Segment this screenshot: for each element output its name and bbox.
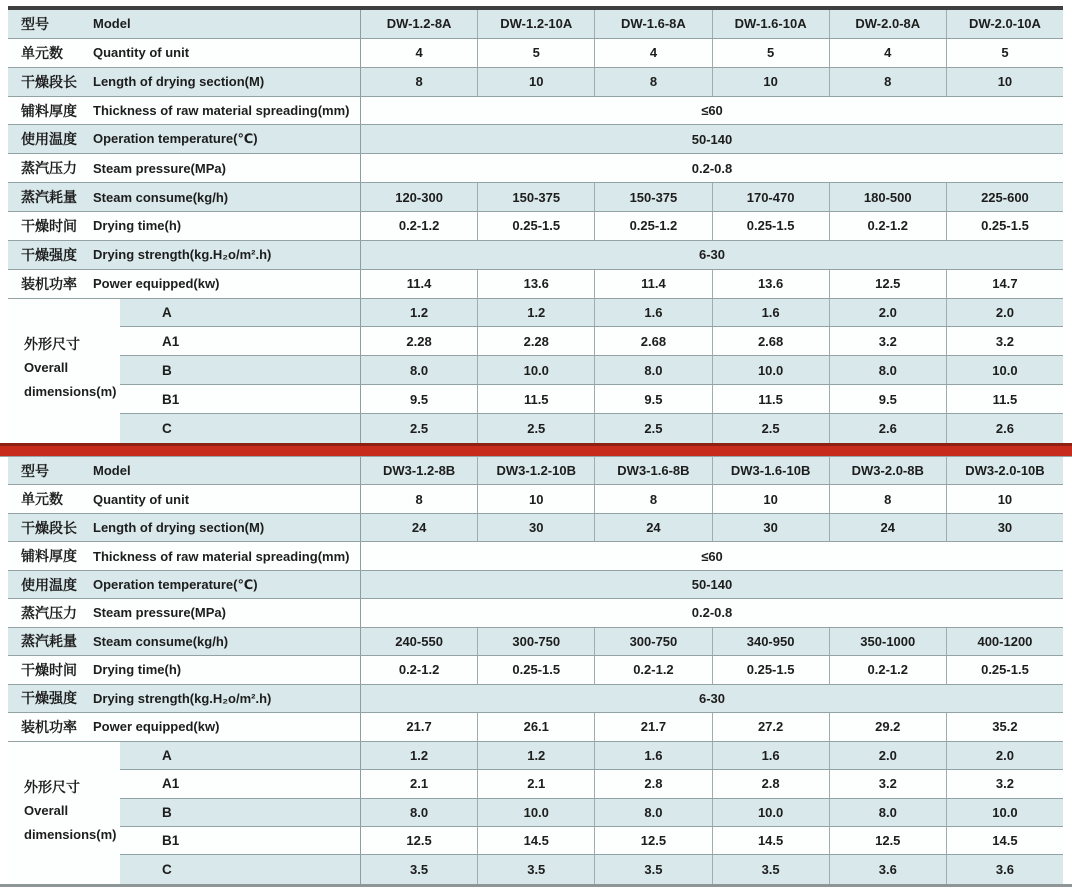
spec-row [8,212,1063,241]
value-cell: 3.2 [946,770,1063,797]
dimensions-group-label [8,742,120,884]
row-label-en: Steam consume(kg/h) [93,633,229,649]
value-cells [360,855,1063,883]
row-label-en: Steam consume(kg/h) [93,189,229,205]
value-cell: 8.0 [829,799,946,826]
value-cell: 2.0 [829,742,946,769]
value-cell: 2.8 [712,770,829,797]
value-cell: 0.25-1.2 [594,212,711,240]
value-cell: 5 [477,39,594,67]
dimension-rows [120,299,1063,443]
value-cell: 8 [829,68,946,96]
dimension-row [120,299,1063,328]
spec-table-section-a [8,10,1063,443]
value-cells [360,827,1063,854]
dimension-letter-cell: B1 [162,833,180,849]
row-label [8,713,360,740]
value-cell: 1.6 [712,299,829,327]
value-cell: 11.5 [477,385,594,413]
value-cells [360,628,1063,655]
value-cell: 3.5 [477,855,594,883]
dimension-letter-cell: B1 [162,391,180,407]
value-cell: 0.25-1.5 [477,656,594,683]
merged-value-cell: ≤60 [360,542,1063,569]
value-cell: 8 [415,74,423,90]
dimension-row [120,770,1063,798]
model-name-cell: DW-2.0-10A [946,10,1063,38]
row-label-zh: 铺料厚度 [21,548,77,565]
value-cell: 14.5 [946,827,1063,854]
row-label [8,125,360,153]
value-cell: 10 [946,485,1063,512]
value-cells [360,457,1063,484]
row-label-en: Thickness of raw material spreading(mm) [93,103,350,118]
row-label-en: Drying time(h) [93,662,182,678]
value-cell: 10.0 [477,799,594,826]
value-cells [360,270,1063,298]
row-label [8,485,360,512]
section-divider-red-bar [0,443,1072,457]
value-cell: 29.2 [829,713,946,740]
value-cell: 14.7 [946,270,1063,298]
value-cell: 24 [594,514,711,541]
value-cells [360,713,1063,740]
value-cell: 10 [712,485,829,512]
value-cell: 1.2 [477,299,594,327]
spec-row [8,599,1063,627]
spec-row [8,713,1063,741]
dimension-row [120,356,1063,385]
value-cell: 0.2-1.2 [829,212,946,240]
value-cell: 9.5 [594,385,711,413]
row-label [8,154,360,182]
value-cell: 300-750 [594,628,711,655]
value-cell: 27.2 [712,713,829,740]
row-label-zh: 干燥段长 [21,519,77,536]
row-label-en: Drying time(h) [93,218,182,234]
row-label-en: Model [93,16,131,32]
value-cell: 0.2-1.2 [829,656,946,683]
value-cell: 30 [477,514,594,541]
value-cell: 2.0 [829,299,946,327]
value-cells [360,183,1063,211]
value-cell: 8.0 [594,356,711,384]
spec-row [8,685,1063,713]
dimension-row [120,414,1063,443]
model-name-cell: DW3-2.0-8B [829,457,946,484]
dimensions-block [8,742,1063,884]
row-label [8,10,360,38]
value-cell: 1.6 [594,742,711,769]
row-label-zh: 干燥强度 [21,246,77,263]
model-name-cell: DW-1.6-8A [594,10,711,38]
row-label-en: Operation temperature(℃) [93,576,258,592]
value-cell: 26.1 [477,713,594,740]
row-label [8,212,360,240]
value-cell: 400-1200 [946,628,1063,655]
spec-row [8,485,1063,513]
value-cells [360,656,1063,683]
value-cell: 2.68 [712,327,829,355]
row-label [8,39,360,67]
row-label-zh: 干燥强度 [21,690,77,707]
value-cell: 5 [712,39,829,67]
dimensions-block [8,299,1063,443]
dimension-row [120,385,1063,414]
merged-value-cell: 6-30 [360,685,1063,712]
value-cell: 1.6 [594,299,711,327]
row-label-zh: 铺料厚度 [21,102,77,119]
value-cells [360,485,1063,512]
value-cell: 0.2-1.2 [398,218,440,234]
dimension-letter-cell: A [162,747,172,763]
row-label [8,68,360,96]
dimension-letter-cell: A1 [162,333,180,349]
dimension-row [120,799,1063,827]
value-cell: 30 [946,514,1063,541]
value-cell: 2.0 [946,299,1063,327]
value-cell: 120-300 [395,189,443,205]
value-cell: 2.1 [410,776,429,792]
row-label-en: Quantity of unit [93,491,190,507]
value-cell: 2.5 [594,414,711,443]
row-label-zh: 装机功率 [21,275,77,292]
value-cell: 3.6 [946,855,1063,883]
spec-row [8,154,1063,183]
value-cell: 24 [411,520,427,536]
value-cell: 1.2 [477,742,594,769]
dimension-rows [120,742,1063,884]
row-label [8,514,360,541]
value-cells [360,770,1063,797]
dimension-row [120,327,1063,356]
spec-row [8,628,1063,656]
merged-value-cell: 50-140 [360,125,1063,153]
value-cell: 13.6 [712,270,829,298]
value-cell: 9.5 [410,391,429,407]
value-cells [360,299,1063,327]
row-label-zh: 蒸汽耗量 [21,633,77,650]
value-cell: 3.2 [946,327,1063,355]
row-label-en: Power equipped(kw) [93,276,220,292]
model-name-cell: DW3-1.6-10B [712,457,829,484]
value-cell: 12.5 [594,827,711,854]
value-cell: 150-375 [594,183,711,211]
value-cell: 11.5 [712,385,829,413]
value-cell: 8 [829,485,946,512]
dimension-letter-cell: A [162,305,172,321]
value-cell: 10.0 [946,799,1063,826]
model-name-cell: DW3-2.0-10B [946,457,1063,484]
value-cell: 10.0 [946,356,1063,384]
value-cell: 10 [477,68,594,96]
row-label-zh: 蒸汽压力 [21,160,77,177]
model-name-cell: DW3-1.2-10B [477,457,594,484]
value-cell: 0.25-1.5 [946,656,1063,683]
row-label-en: Quantity of unit [93,45,190,61]
value-cell: 8.0 [594,799,711,826]
row-label-zh: 蒸汽压力 [21,604,77,621]
row-label-zh: 型号 [21,462,49,479]
value-cell: 0.25-1.5 [946,212,1063,240]
value-cell: 2.68 [594,327,711,355]
value-cells [360,327,1063,355]
value-cell: 2.0 [946,742,1063,769]
model-name-cell: DW-1.2-8A [386,16,452,32]
value-cell: 4 [594,39,711,67]
merged-value-cell: 0.2-0.8 [360,599,1063,626]
dimensions-label-en-line2: dimensions(m) [24,826,117,842]
row-label-zh: 干燥段长 [21,73,77,90]
dimensions-group-label [8,299,120,443]
spec-row [8,656,1063,684]
value-cell: 1.6 [712,742,829,769]
merged-value-cell: 0.2-0.8 [360,154,1063,182]
value-cell: 2.6 [946,414,1063,443]
row-label-zh: 型号 [21,15,49,32]
value-cell: 2.28 [477,327,594,355]
spec-row [8,97,1063,126]
value-cells [360,799,1063,826]
spec-row [8,542,1063,570]
row-label-en: Thickness of raw material spreading(mm) [93,548,350,564]
row-label-en: Model [93,463,131,479]
dimensions-label-en-line1: Overall [24,803,69,819]
row-label [8,183,360,211]
value-cell: 3.5 [594,855,711,883]
value-cell: 11.4 [594,270,711,298]
value-cell: 13.6 [477,270,594,298]
value-cell: 2.5 [477,414,594,443]
model-name-cell: DW-1.2-10A [477,10,594,38]
dimension-row [120,742,1063,770]
model-row [8,10,1063,39]
model-row [8,457,1063,485]
value-cell: 11.4 [406,276,432,292]
row-label-zh: 干燥时间 [21,661,77,678]
row-label [8,270,360,298]
spec-row [8,183,1063,212]
value-cells [360,742,1063,769]
row-label-zh: 单元数 [21,491,63,508]
value-cell: 30 [712,514,829,541]
value-cell: 0.25-1.5 [712,656,829,683]
value-cell: 8 [594,68,711,96]
row-label [8,656,360,683]
value-cell: 8.0 [829,356,946,384]
spec-row [8,68,1063,97]
table-bottom-border [0,884,1072,887]
value-cell: 2.5 [712,414,829,443]
value-cell: 21.7 [406,719,432,735]
model-name-cell: DW3-1.6-8B [594,457,711,484]
value-cell: 14.5 [477,827,594,854]
value-cells [360,414,1063,443]
value-cell: 8 [415,491,423,507]
value-cell: 10.0 [712,356,829,384]
row-label-en: Drying strength(kg.H₂o/m².h) [93,247,272,263]
dimension-row [120,855,1063,883]
row-label-zh: 使用温度 [21,131,77,148]
row-label-zh: 使用温度 [21,576,77,593]
row-label-en: Length of drying section(M) [93,74,265,90]
dimension-letter-cell: C [162,420,172,436]
value-cell: 8.0 [410,362,429,378]
value-cell: 300-750 [477,628,594,655]
value-cell: 1.2 [410,305,429,321]
value-cell: 8.0 [410,804,429,820]
row-label [8,571,360,598]
value-cell: 2.6 [829,414,946,443]
value-cell: 150-375 [477,183,594,211]
model-name-cell: DW-1.6-10A [712,10,829,38]
row-label [8,97,360,125]
value-cell: 12.5 [829,827,946,854]
value-cell: 24 [829,514,946,541]
dimensions-label-zh: 外形尺寸 [24,778,80,795]
value-cell: 5 [946,39,1063,67]
merged-value-cell: ≤60 [360,97,1063,125]
value-cells [360,68,1063,96]
dimensions-label-zh: 外形尺寸 [24,335,80,352]
row-label [8,599,360,626]
row-label [8,542,360,569]
value-cell: 225-600 [946,183,1063,211]
merged-value-cell: 50-140 [360,571,1063,598]
row-label-en: Steam pressure(MPa) [93,605,226,621]
value-cells [360,514,1063,541]
row-label-en: Drying strength(kg.H₂o/m².h) [93,690,272,706]
value-cell: 4 [415,45,423,61]
spec-row [8,270,1063,299]
value-cell: 3.5 [712,855,829,883]
model-name-cell: DW3-1.2-8B [382,463,456,479]
value-cell: 2.1 [477,770,594,797]
value-cell: 0.2-1.2 [398,662,440,678]
spec-table-section-b [8,457,1063,884]
row-label-zh: 装机功率 [21,718,77,735]
value-cell: 340-950 [712,628,829,655]
row-label [8,457,360,484]
row-label-en: Operation temperature(℃) [93,131,258,147]
row-label-en: Steam pressure(MPa) [93,160,226,176]
value-cell: 10 [477,485,594,512]
model-name-cell: DW-2.0-8A [829,10,946,38]
value-cell: 0.25-1.5 [712,212,829,240]
row-label [8,241,360,269]
value-cells [360,212,1063,240]
spec-row [8,571,1063,599]
value-cell: 3.5 [410,862,429,878]
value-cells [360,39,1063,67]
value-cell: 14.5 [712,827,829,854]
dimension-row [120,827,1063,855]
spec-row [8,241,1063,270]
row-label-zh: 单元数 [21,44,63,61]
value-cell: 1.2 [410,747,429,763]
value-cell: 240-550 [395,633,443,649]
value-cell: 4 [829,39,946,67]
value-cells [360,10,1063,38]
spec-row [8,514,1063,542]
spec-row [8,125,1063,154]
value-cell: 11.5 [946,385,1063,413]
value-cell: 2.28 [406,333,432,349]
spec-row [8,39,1063,68]
row-label-en: Length of drying section(M) [93,520,265,536]
dimension-letter-cell: C [162,862,172,878]
value-cell: 9.5 [829,385,946,413]
value-cell: 3.2 [829,327,946,355]
value-cell: 2.8 [594,770,711,797]
value-cell: 12.5 [406,833,432,849]
value-cell: 170-470 [712,183,829,211]
value-cell: 10.0 [712,799,829,826]
value-cell: 10 [946,68,1063,96]
row-label-en: Power equipped(kw) [93,719,220,735]
value-cell: 10 [712,68,829,96]
value-cell: 180-500 [829,183,946,211]
value-cell: 21.7 [594,713,711,740]
row-label [8,685,360,712]
value-cell: 0.2-1.2 [594,656,711,683]
value-cells [360,356,1063,384]
dimension-letter-cell: B [162,804,172,820]
row-label-zh: 蒸汽耗量 [21,189,77,206]
value-cell: 3.6 [829,855,946,883]
value-cell: 2.5 [410,420,429,436]
value-cell: 12.5 [829,270,946,298]
value-cell: 0.25-1.5 [477,212,594,240]
merged-value-cell: 6-30 [360,241,1063,269]
value-cell: 35.2 [946,713,1063,740]
row-label-zh: 干燥时间 [21,217,77,234]
dimension-letter-cell: A1 [162,776,180,792]
value-cell: 350-1000 [829,628,946,655]
dimensions-label-en-line2: dimensions(m) [24,383,117,399]
value-cell: 10.0 [477,356,594,384]
dimensions-label-en-line1: Overall [24,360,69,376]
value-cells [360,385,1063,413]
value-cell: 8 [594,485,711,512]
value-cell: 3.2 [829,770,946,797]
dimension-letter-cell: B [162,362,172,378]
row-label [8,628,360,655]
